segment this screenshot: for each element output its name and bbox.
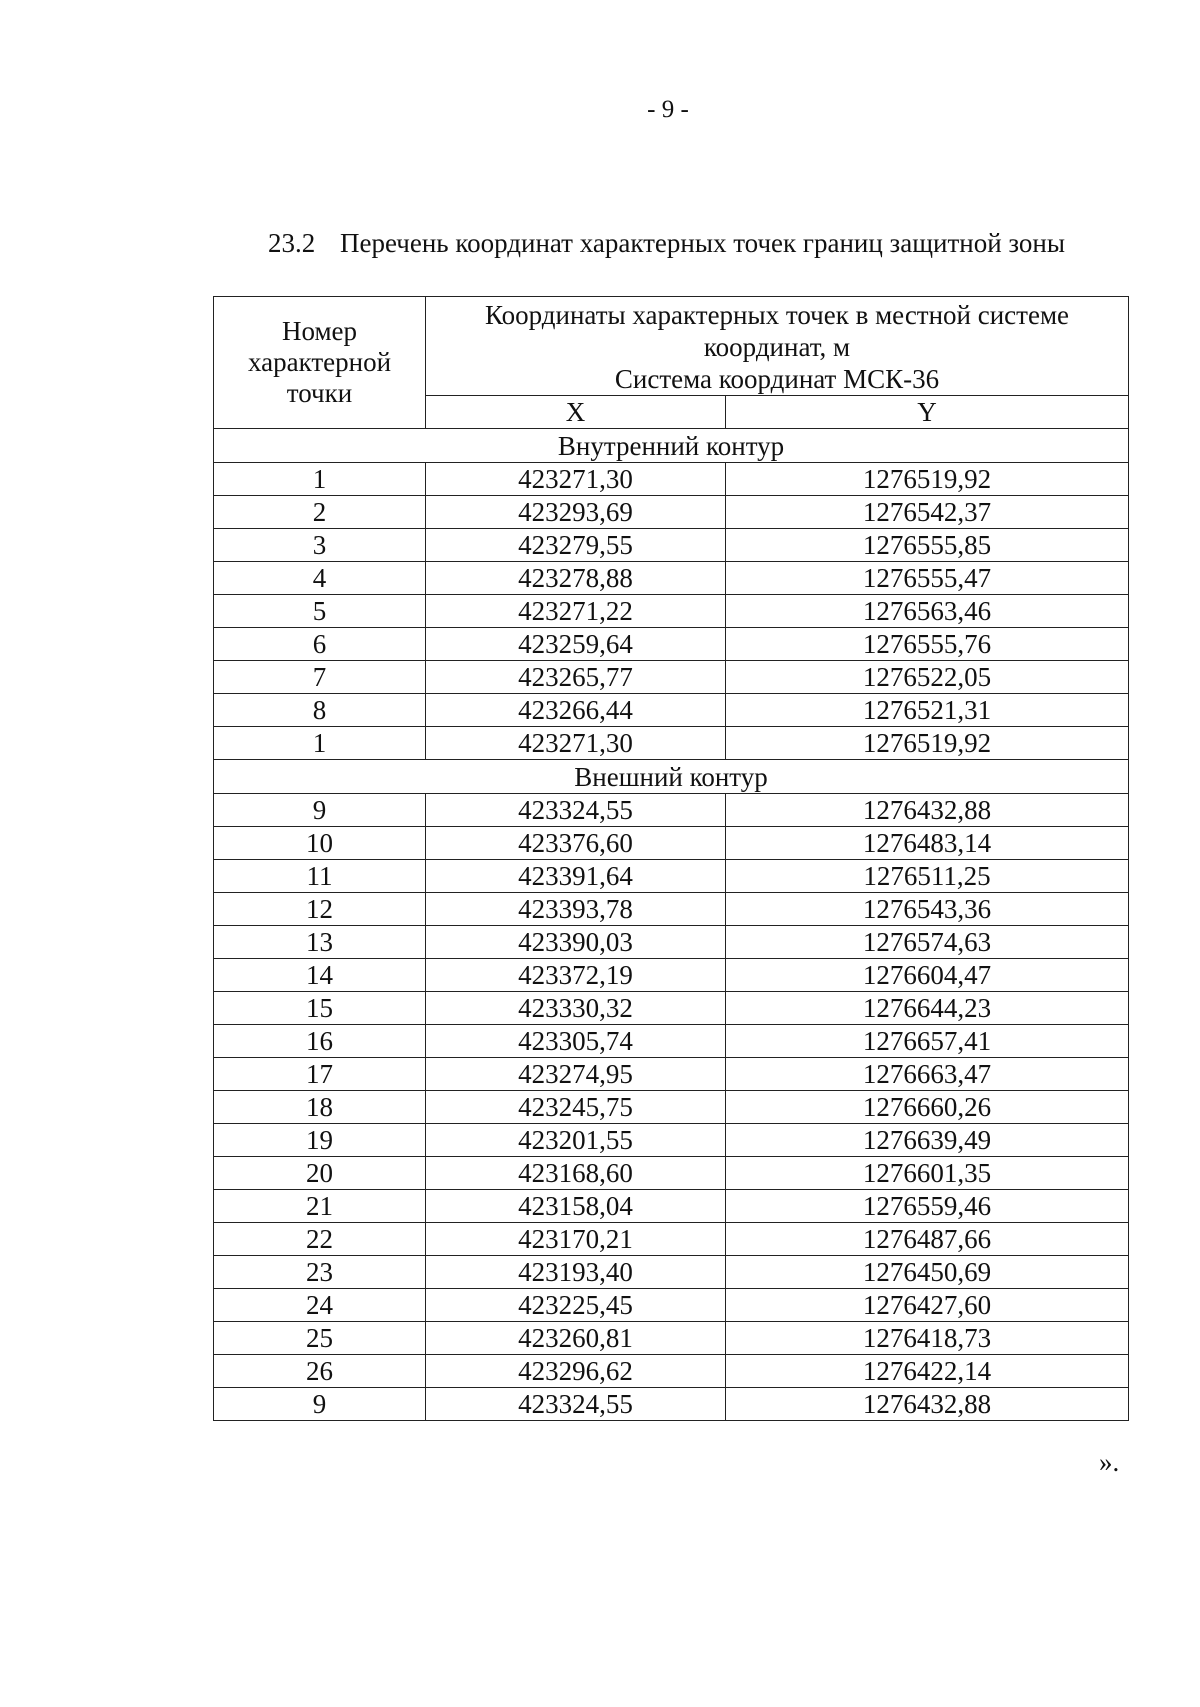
coordinates-header (426, 297, 1129, 396)
point-number-cell: 21 (214, 1190, 426, 1223)
y-coordinate-cell: 1276604,47 (726, 959, 1129, 992)
table-row (214, 794, 1129, 827)
y-coordinate-cell: 1276644,23 (726, 992, 1129, 1025)
coordinates-header-title: Координаты характерных точек в местной системе координат, м (484, 300, 1070, 362)
contour-title: Внутренний контур (214, 429, 1129, 463)
point-number-cell: 9 (214, 1388, 426, 1421)
x-coordinate-cell: 423324,55 (426, 794, 726, 827)
point-number-header: Номер характерной точки (214, 297, 426, 429)
x-coordinate-cell: 423293,69 (426, 496, 726, 529)
table-row (214, 893, 1129, 926)
x-coordinate-cell: 423271,30 (426, 727, 726, 760)
y-coordinate-cell: 1276657,41 (726, 1025, 1129, 1058)
point-number-cell: 7 (214, 661, 426, 694)
table-row (214, 1190, 1129, 1223)
x-coordinate-cell: 423271,22 (426, 595, 726, 628)
table-row (214, 694, 1129, 727)
x-coordinate-cell: 423324,55 (426, 1388, 726, 1421)
y-coordinate-cell: 1276521,31 (726, 694, 1129, 727)
table-row (214, 496, 1129, 529)
x-coordinate-cell: 423296,62 (426, 1355, 726, 1388)
closing-quote: ». (1099, 1447, 1120, 1477)
table-row (214, 1388, 1129, 1421)
x-coordinate-cell: 423278,88 (426, 562, 726, 595)
x-coordinate-cell: 423158,04 (426, 1190, 726, 1223)
table-row (214, 959, 1129, 992)
y-coordinate-cell: 1276563,46 (726, 595, 1129, 628)
table-row (214, 595, 1129, 628)
table-row (214, 1058, 1129, 1091)
table-row (214, 860, 1129, 893)
contour-title: Внешний контур (214, 760, 1129, 794)
group-row (214, 429, 1129, 463)
point-number-cell: 14 (214, 959, 426, 992)
y-coordinate-cell: 1276427,60 (726, 1289, 1129, 1322)
x-coordinate-cell: 423168,60 (426, 1157, 726, 1190)
group-row (214, 760, 1129, 794)
point-number-cell: 18 (214, 1091, 426, 1124)
point-number-cell: 12 (214, 893, 426, 926)
table-row (214, 628, 1129, 661)
y-coordinate-cell: 1276555,47 (726, 562, 1129, 595)
table-row (214, 1289, 1129, 1322)
point-number-cell: 5 (214, 595, 426, 628)
x-coordinate-cell: 423201,55 (426, 1124, 726, 1157)
point-number-cell: 19 (214, 1124, 426, 1157)
point-number-cell: 22 (214, 1223, 426, 1256)
x-coordinate-cell: 423393,78 (426, 893, 726, 926)
x-coordinate-cell: 423193,40 (426, 1256, 726, 1289)
y-coordinate-cell: 1276542,37 (726, 496, 1129, 529)
x-coordinate-cell: 423279,55 (426, 529, 726, 562)
x-coordinate-cell: 423245,75 (426, 1091, 726, 1124)
table-row (214, 926, 1129, 959)
table-row (214, 1091, 1129, 1124)
y-coordinate-cell: 1276559,46 (726, 1190, 1129, 1223)
y-coordinate-cell: 1276483,14 (726, 827, 1129, 860)
point-number-cell: 3 (214, 529, 426, 562)
table-row (214, 1124, 1129, 1157)
x-coordinate-cell: 423271,30 (426, 463, 726, 496)
table-row (214, 529, 1129, 562)
point-number-cell: 25 (214, 1322, 426, 1355)
point-number-cell: 6 (214, 628, 426, 661)
x-coordinate-cell: 423274,95 (426, 1058, 726, 1091)
coordinate-system-label: Система координат МСК-36 (614, 364, 940, 394)
y-coordinate-cell: 1276511,25 (726, 860, 1129, 893)
page-number: - 9 - (647, 96, 689, 123)
table-row (214, 661, 1129, 694)
table-row (214, 727, 1129, 760)
point-number-cell: 26 (214, 1355, 426, 1388)
x-coordinate-cell: 423259,64 (426, 628, 726, 661)
table-row (214, 1322, 1129, 1355)
y-coordinate-cell: 1276543,36 (726, 893, 1129, 926)
x-column-header: X (426, 396, 726, 429)
x-coordinate-cell: 423376,60 (426, 827, 726, 860)
y-coordinate-cell: 1276555,85 (726, 529, 1129, 562)
y-coordinate-cell: 1276418,73 (726, 1322, 1129, 1355)
y-coordinate-cell: 1276574,63 (726, 926, 1129, 959)
x-coordinate-cell: 423391,64 (426, 860, 726, 893)
y-coordinate-cell: 1276432,88 (726, 794, 1129, 827)
x-coordinate-cell: 423330,32 (426, 992, 726, 1025)
point-number-cell: 17 (214, 1058, 426, 1091)
point-number-cell: 10 (214, 827, 426, 860)
table-row (214, 1256, 1129, 1289)
y-coordinate-cell: 1276522,05 (726, 661, 1129, 694)
table-row (214, 463, 1129, 496)
point-number-cell: 8 (214, 694, 426, 727)
table-row (214, 1025, 1129, 1058)
y-coordinate-cell: 1276487,66 (726, 1223, 1129, 1256)
point-number-cell: 20 (214, 1157, 426, 1190)
point-number-cell: 11 (214, 860, 426, 893)
point-number-cell: 13 (214, 926, 426, 959)
point-number-cell: 15 (214, 992, 426, 1025)
x-coordinate-cell: 423170,21 (426, 1223, 726, 1256)
x-coordinate-cell: 423225,45 (426, 1289, 726, 1322)
table-row (214, 1355, 1129, 1388)
coordinates-body (214, 429, 1129, 1421)
y-coordinate-cell: 1276450,69 (726, 1256, 1129, 1289)
y-coordinate-cell: 1276639,49 (726, 1124, 1129, 1157)
y-coordinate-cell: 1276432,88 (726, 1388, 1129, 1421)
point-number-cell: 16 (214, 1025, 426, 1058)
coordinates-table (213, 296, 1129, 1421)
section-heading (268, 228, 1065, 259)
section-number: 23.2 (268, 228, 316, 258)
point-number-cell: 1 (214, 463, 426, 496)
table-row (214, 1157, 1129, 1190)
y-coordinate-cell: 1276422,14 (726, 1355, 1129, 1388)
section-title: Перечень координат характерных точек границ защитной зоны (340, 228, 1065, 258)
y-column-header: Y (726, 396, 1129, 429)
y-coordinate-cell: 1276555,76 (726, 628, 1129, 661)
table-row (214, 562, 1129, 595)
x-coordinate-cell: 423265,77 (426, 661, 726, 694)
x-coordinate-cell: 423390,03 (426, 926, 726, 959)
y-coordinate-cell: 1276663,47 (726, 1058, 1129, 1091)
table-row (214, 992, 1129, 1025)
x-coordinate-cell: 423266,44 (426, 694, 726, 727)
y-coordinate-cell: 1276519,92 (726, 463, 1129, 496)
table-row (214, 1223, 1129, 1256)
y-coordinate-cell: 1276601,35 (726, 1157, 1129, 1190)
point-number-cell: 1 (214, 727, 426, 760)
x-coordinate-cell: 423260,81 (426, 1322, 726, 1355)
y-coordinate-cell: 1276519,92 (726, 727, 1129, 760)
x-coordinate-cell: 423305,74 (426, 1025, 726, 1058)
point-number-cell: 4 (214, 562, 426, 595)
y-coordinate-cell: 1276660,26 (726, 1091, 1129, 1124)
table-row (214, 827, 1129, 860)
point-number-cell: 23 (214, 1256, 426, 1289)
point-number-cell: 2 (214, 496, 426, 529)
point-number-cell: 9 (214, 794, 426, 827)
x-coordinate-cell: 423372,19 (426, 959, 726, 992)
point-number-cell: 24 (214, 1289, 426, 1322)
